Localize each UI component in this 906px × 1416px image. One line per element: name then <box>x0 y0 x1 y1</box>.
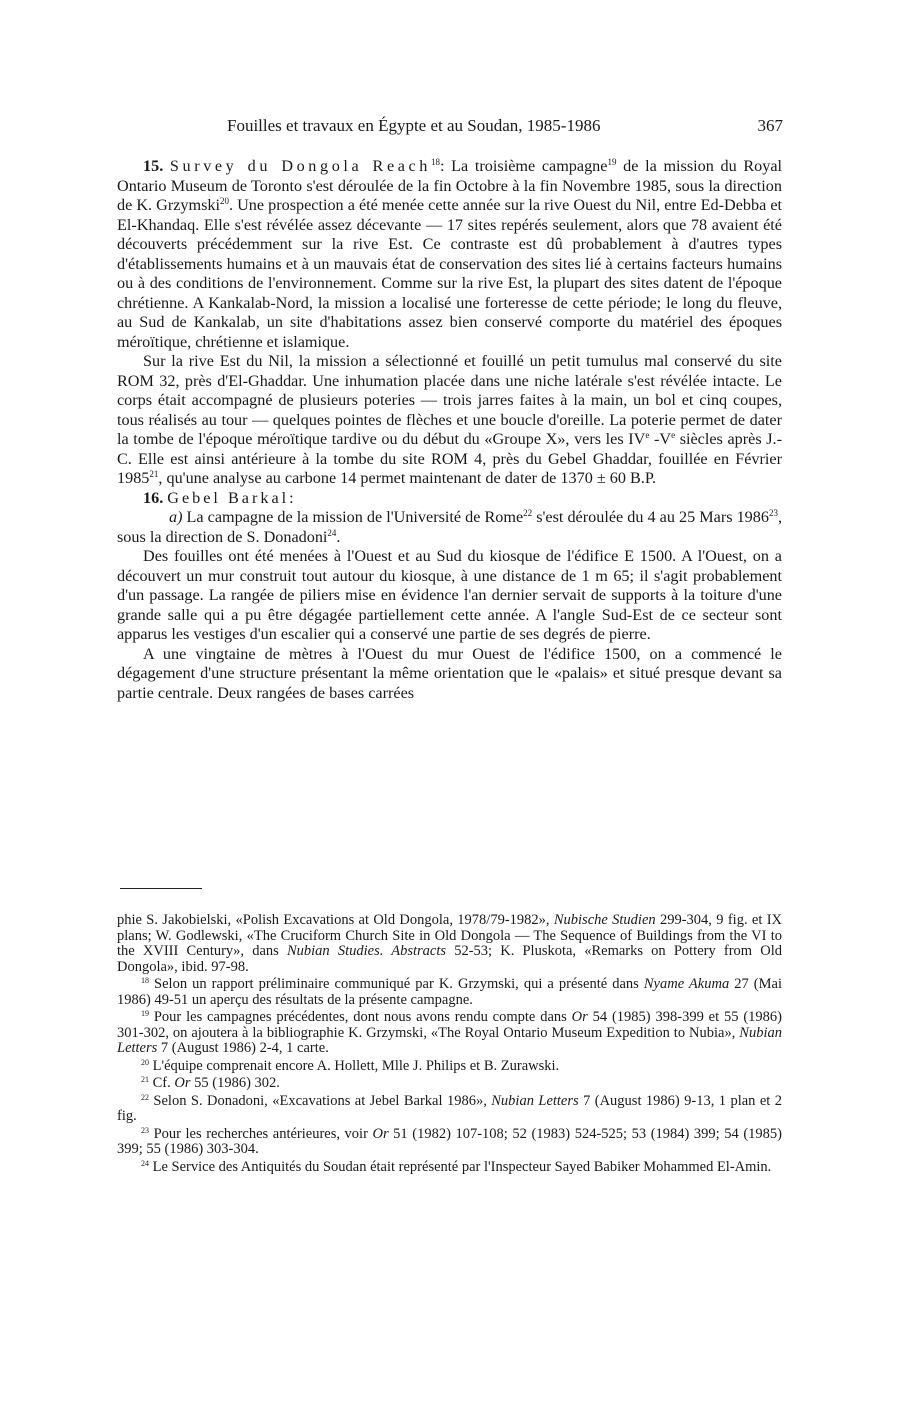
footnote-19: $^{19}$ Pour les campagnes précédentes, dont nous avons rendu compte dans Or 54 (1985) 398-399 et 55 (1986) 301-302, on ajoutera à la bibliographie K. Grzymski, «The Royal Ontario Museum Expedition to Nubia», Nubian Letters 7 (August 1986) 2-4, 1 carte. <box>117 1009 782 1056</box>
section-16-paragraph-a: a) La campagne de la mission de l'Université de Rome$^{22}$ s'est déroulée du 4 au 25 Mars 1986$^{23}$, sous la direction de S. Donadoni$^{24}$. <box>117 508 782 546</box>
running-header <box>120 116 783 140</box>
note-ref-18: 18 <box>431 157 440 167</box>
section-16-number: 16. <box>143 488 164 507</box>
page-number: 367 <box>757 116 783 135</box>
note-ref-24: 24 <box>327 527 337 538</box>
note-ref-22: 22 <box>523 508 533 518</box>
footnote-rule <box>120 888 202 889</box>
section-16-heading: 16. Gebel Barkal: <box>143 488 294 507</box>
running-title: Fouilles et travaux en Égypte et au Soudan, 1985-1986 <box>227 116 601 135</box>
footnote-22: $^{22}$ Selon S. Donadoni, «Excavations at Jebel Barkal 1986», Nubian Letters 7 (August 1986) 9-13, 1 plan et 2 fig. <box>117 1092 782 1124</box>
note-ref-23: 23 <box>768 508 778 518</box>
section-16-title: Gebel Barkal <box>167 488 290 507</box>
section-15-paragraph-2: Sur la rive Est du Nil, la mission a sélectionné et fouillé un petit tumulus mal conservé du site ROM 32, près d'El-Ghaddar. Une inhumation placée dans une niche latérale s'est révélée intacte. Le corps était accompagné de plusieurs poteries — trois jarres faites à la main, un bol et cinq coupes, tous réalisés au tour — quelques pointes de flèches et une boucle d'oreille. La poterie permet de dater la tombe de l'époque méroïtique tardive ou du début du «Groupe X», vers les IVe -Ve siècles après J.-C. Elle est ainsi antérieure à la tombe du site ROM 4, près du Gebel Ghaddar, fouillée en Février 1985$^{21}$, qu'une analyse au carbone 14 permet maintenant de dater de 1370 ± 60 B.P. <box>117 352 782 487</box>
section-15-paragraph: 15. Survey du Dongola Reach$^{18}$: La troisième campagne$^{19}$ de la mission du Royal Ontario Museum de Toronto s'est déroulée de la fin Octobre à la fin Novembre 1985, sous la direction de K. Grzymski$^{20}$. Une prospection a été menée cette année sur la rive Ouest du Nil, entre Ed-Debba et El-Khandaq. Elle s'est révélée assez décevante — 17 sites repérés seulement, alors que 78 avaient été découverts précédemment sur la rive Est. Ce contraste est dû probablement à d'autres types d'établissements humains et à un mauvais état de conservation des sites lié à certains facteurs humains ou à des conditions de l'environnement. Comme sur la rive Est, la plupart des sites datent de l'époque chrétienne. A Kankalab-Nord, la mission a localisé une forteresse de cette période; le long du fleuve, au Sud de Kankalab, un site d'habitations assez bien conservé comporte du matériel des époques méroïtique, chrétienne et islamique. <box>117 157 783 351</box>
section-16-paragraph-3: A une vingtaine de mètres à l'Ouest du mur Ouest de l'édifice 1500, on a commencé le dégagement d'une structure présentant la même orientation que le «palais» et situé presque devant sa partie centrale. Deux rangées de bases carrées <box>117 644 782 702</box>
note-ref-20: 20 <box>219 196 229 206</box>
footnote-20: $^{20}$ L'équipe comprenait encore A. Hollett, Mlle J. Philips et B. Zurawski. <box>141 1057 560 1074</box>
footnote-23: $^{23}$ Pour les recherches antérieures, voir Or 51 (1982) 107-108; 52 (1983) 524-525; 53 (1984) 399; 54 (1985) 399; 55 (1986) 303-304. <box>117 1125 782 1157</box>
section-16-paragraph-2: Des fouilles ont été menées à l'Ouest et au Sud du kiosque de l'édifice E 1500. A l'Ouest, on a découvert un mur construit tout autour du kiosque, à une distance de 1 m 65; il s'agit probablement d'un passage. La rangée de piliers mise en évidence l'an dernier servait de supports à la toiture d'une grande salle qui a pu être dégagée partiellement cette année. A l'angle Sud-Est de ce secteur sont apparus les vestiges d'un escalier qui a conservé une partie de ses degrés de pierre. <box>117 547 782 643</box>
footnote-18: $^{18}$ Selon un rapport préliminaire communiqué par K. Grzymski, qui a présenté dans Nyame Akuma 27 (Mai 1986) 49-51 un aperçu des résultats de la présente campagne. <box>117 976 782 1008</box>
footnote-17-continued: phie S. Jakobielski, «Polish Excavations at Old Dongola, 1978/79-1982», Nubische Studien 299-304, 9 fig. et IX plans; W. Godlewski, «The Cruciform Church Site in Old Dongola — The Sequence of Buildings from the VI to the XVIII Century», dans Nubian Studies. Abstracts 52-53; K. Pluskota, «Remarks on Pottery from Old Dongola», ibid. 97-98. <box>117 912 782 975</box>
note-ref-21: 21 <box>149 469 159 479</box>
main-text <box>117 157 782 703</box>
footnote-24: $^{24}$ Le Service des Antiquités du Soudan était représenté par l'Inspecteur Sayed Babiker Mohammed El-Amin. <box>141 1158 772 1175</box>
section-15-title: Survey du Dongola Reach <box>169 157 431 175</box>
footnotes <box>117 913 782 1177</box>
footnote-21: $^{21}$ Cf. Or 55 (1986) 302. <box>141 1075 280 1091</box>
section-15-number: 15. <box>143 157 164 175</box>
note-ref-19: 19 <box>607 157 617 167</box>
